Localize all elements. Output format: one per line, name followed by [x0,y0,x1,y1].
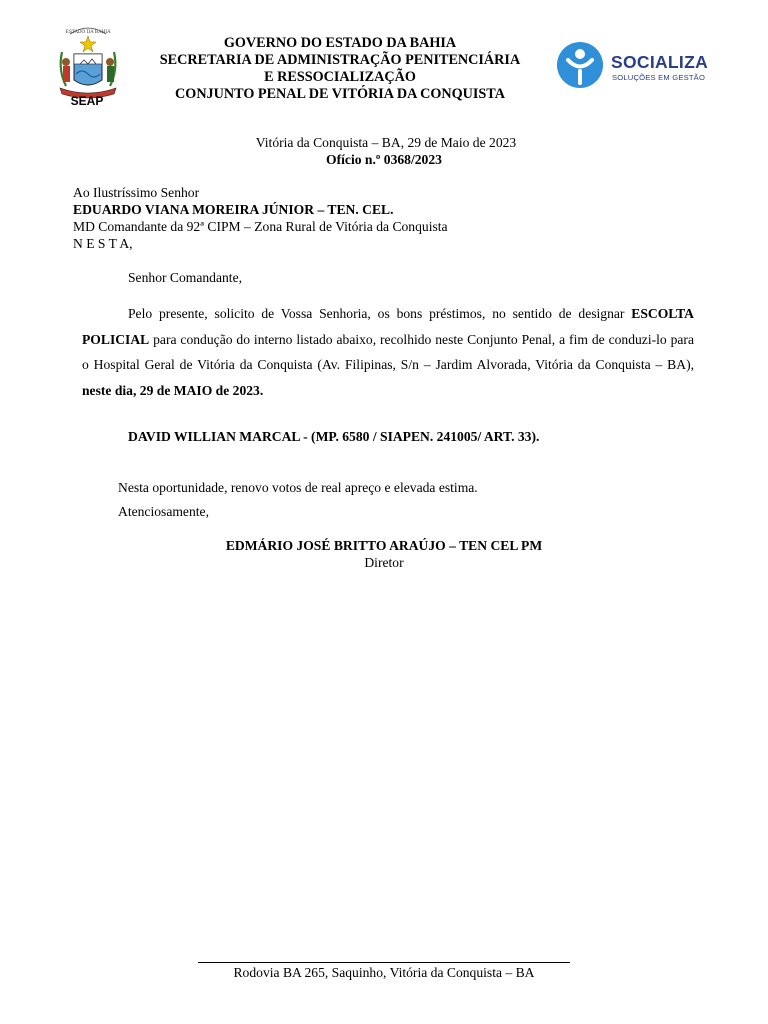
salutation: Senhor Comandante, [128,270,243,285]
body-text-1: Pelo presente, solicito de Vossa Senhoria, os bons préstimos, no sentido de designar [128,306,632,321]
body-bold-date: neste dia, 29 de MAIO de 2023. [82,382,264,398]
letterhead [135,35,545,103]
body-text-2: para condução do interno listado abaixo, recolhido neste Conjunto Penal, a fim de conduzi-lo para o Hospital Geral de Vitória da Conquista (Av. Filipinas, S/n – Jardim Alvorada, Vitória da Conquista – BA), [82,331,694,372]
date-line: Vitória da Conquista – BA, 29 de Maio de 2023 [255,135,517,150]
recipient-role: MD Comandante da 92ª CIPM – Zona Rural de Vitória da Conquista [73,219,448,234]
document-number: Ofício n.º 0368/2023 [326,152,442,167]
letterhead-line-2: SECRETARIA DE ADMINISTRAÇÃO PENITENCIÁRIA [159,52,521,68]
recipient-greeting: Ao Ilustríssimo Senhor [73,185,200,200]
recipient-location: N E S T A, [73,236,133,251]
letterhead-line-3: E RESSOCIALIZAÇÃO [264,69,416,85]
body-paragraph [82,301,694,403]
letterhead-line-1: GOVERNO DO ESTADO DA BAHIA [223,35,457,51]
closing-line: Nesta oportunidade, renovo votos de real apreço e elevada estima. [118,480,478,495]
seal-label: SEAP [70,94,104,108]
footer-address: Rodovia BA 265, Saquinho, Vitória da Conquista – BA [233,965,535,980]
signer-name: EDMÁRIO JOSÉ BRITTO ARAÚJO – TEN CEL PM [225,538,543,553]
signer-role: Diretor [364,555,404,570]
partner-tagline: SOLUÇÕES EM GESTÃO [612,73,706,82]
socializa-logo-icon [556,41,604,89]
partner-name: SOCIALIZA [611,52,709,72]
body-bold-escort: ESCOLTA POLICIAL [82,306,694,347]
recipient-name: EDUARDO VIANA MOREIRA JÚNIOR – TEN. CEL. [73,202,394,217]
footer-divider [198,962,570,963]
seal-caption: ESTADO DA BAHIA [65,30,111,35]
inmate-line: DAVID WILLIAN MARCAL - (MP. 6580 / SIAPEN. 241005/ ART. 33). [128,429,540,444]
sign-off: Atenciosamente, [118,504,209,519]
letterhead-line-4: CONJUNTO PENAL DE VITÓRIA DA CONQUISTA [175,86,505,102]
